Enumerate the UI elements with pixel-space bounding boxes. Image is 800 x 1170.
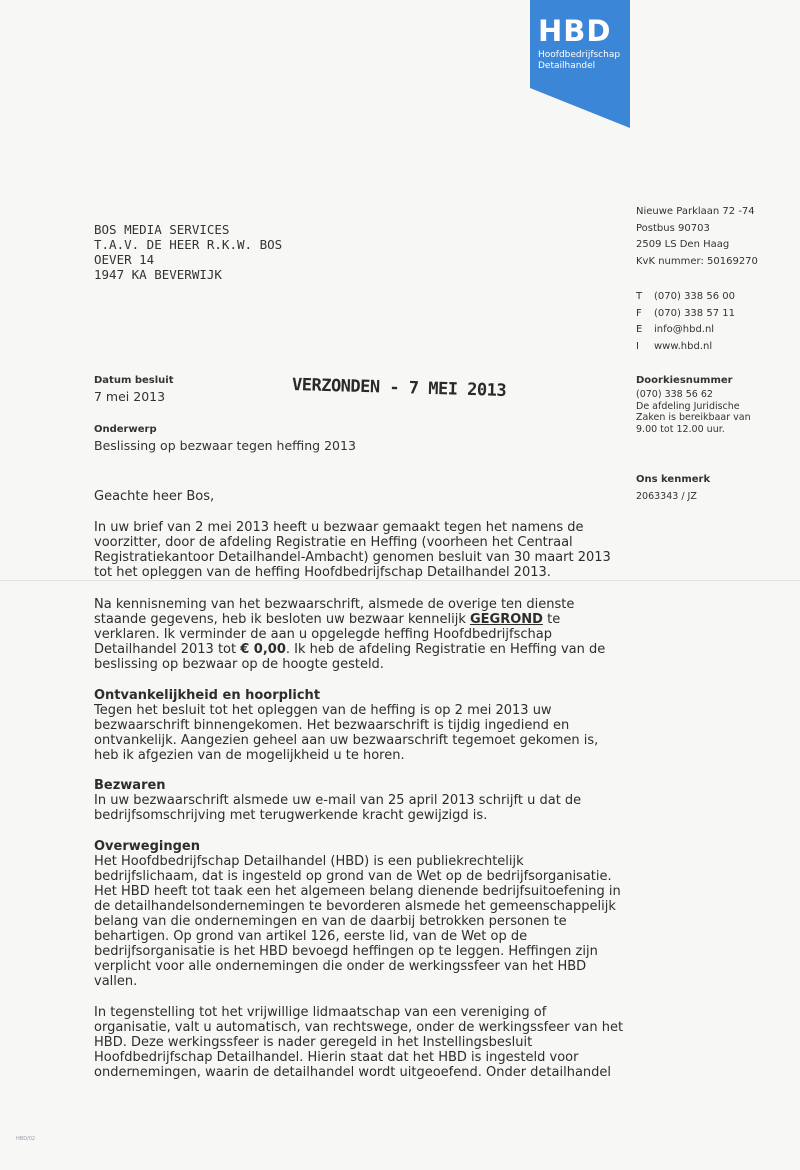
address-line: T.A.V. DE HEER R.K.W. BOS	[94, 237, 283, 252]
sent-stamp: VERZONDEN - 7 MEI 2013	[291, 375, 507, 401]
logo-wordmark: HBD	[538, 14, 612, 48]
recipient-address	[94, 222, 282, 282]
hbd-logo	[530, 0, 630, 128]
direct-number-label: Doorkiesnummer	[636, 375, 733, 386]
section-heading: Ontvankelijkheid en hoorplicht	[94, 688, 321, 703]
section-admissibility: Ontvankelijkheid en hoorplicht Tegen het besluit tot het opleggen van de heffing is op 2 mei 2013 uw bezwaarschrift binnengekomen. Het bezwaarschrift is tijdig ingediend en ontvankelijk. Aangezien geheel aan uw bezwaarschrift tegemoet gekomen is, heb ik afgezien van de mogelijkheid u te horen.	[94, 688, 654, 763]
sender-contacts	[636, 291, 735, 357]
address-line: OEVER 14	[94, 252, 155, 267]
section-heading: Bezwaren	[94, 778, 166, 793]
logo-subtitle: Hoofdbedrijfschap Detailhandel	[538, 50, 621, 71]
salutation: Geachte heer Bos,	[94, 489, 215, 504]
footer-form-code: HBD/02	[16, 1136, 36, 1142]
sender-address: Nieuwe Parklaan 72 -74 Postbus 90703 2509 LS Den Haag KvK nummer: 50169270	[636, 206, 758, 267]
reference-label: Ons kenmerk	[636, 474, 711, 485]
subject-label: Onderwerp	[94, 424, 157, 435]
paragraph-membership: In tegenstelling tot het vrijwillige lidmaatschap van een vereniging of organisatie, valt u automatisch, van rechtswege, onder de werkingssfeer van het HBD. Deze werkingssfeer is nader geregeld in het Instellingsbesluit Hoofdbedrijfschap Detailhandel. Hierin staat dat het HBD is ingesteld voor ondernemingen, waarin de detailhandel wordt uitgeoefend. Onder detailhandel	[94, 1005, 624, 1080]
paragraph-decision: Na kennisneming van het bezwaarschrift, alsmede de overige ten dienste staande gegevens, heb ik besloten uw bezwaar kennelijk GEGROND te verklaren. Ik verminder de aan u opgelegde heffing Hoofdbedrijfschap Detailhandel 2013 tot € 0,00. Ik heb de afdeling Registratie en Heffing van de beslissing op bezwaar op de hoogte gesteld.	[94, 597, 606, 672]
direct-number-block: Doorkiesnummer (070) 338 56 62 De afdeling Juridische Zaken is bereikbaar van 9.00 tot 12.00 uur.	[636, 375, 751, 435]
email-line: E info@hbd.nl	[636, 324, 715, 335]
levy-amount: € 0,00	[240, 642, 286, 657]
section-considerations: Overwegingen Het Hoofdbedrijfschap Detailhandel (HBD) is een publiekrechtelijk bedrijfslichaam, dat is ingesteld op grond van de Wet op de bedrijfsorganisatie. Het HBD heeft tot taak een het algemeen belang dienende bedrijfsuitoefening in de detailhandelsondernemingen te bevorderen alsmede het gemeenschappelijk belang van die ondernemingen en van de daarbij betrokken personen te behartigen. Op grond van artikel 126, eerste lid, van de Wet op de bedrijfsorganisatie is het HBD bevoegd heffingen op te leggen. Heffingen zijn verplicht voor alle ondernemingen die onder de werkingssfeer van het HBD vallen.	[94, 839, 654, 989]
subject-value: Beslissing op bezwaar tegen heffing 2013	[94, 438, 356, 453]
address-line: 1947 KA BEVERWIJK	[94, 267, 222, 282]
website-line: I www.hbd.nl	[636, 340, 713, 352]
paragraph-intro: In uw brief van 2 mei 2013 heeft u bezwaar gemaakt tegen het namens de voorzitter, door de afdeling Registratie en Heffing (voorheen het Centraal Registratiekantoor Detailhandel-Ambacht) genomen besluit van 30 maart 2013 tot het opleggen van de heffing Hoofdbedrijfschap Detailhandel 2013.	[94, 520, 611, 580]
paper-fold	[0, 580, 800, 581]
fax-line: F (070) 338 57 11	[636, 307, 735, 319]
address-line: BOS MEDIA SERVICES	[94, 222, 230, 237]
reference-value: 2063343 / JZ	[636, 491, 697, 502]
section-heading: Overwegingen	[94, 839, 200, 854]
decision-grounded: GEGROND	[470, 612, 543, 627]
date-label: Datum besluit	[94, 375, 174, 386]
section-objections: Bezwaren In uw bezwaarschrift alsmede uw e-mail van 25 april 2013 schrijft u dat de bedrijfsomschrijving met terugwerkende kracht gewijzigd is.	[94, 778, 654, 823]
date-value: 7 mei 2013	[94, 389, 166, 404]
phone-line: T (070) 338 56 00	[636, 291, 735, 302]
